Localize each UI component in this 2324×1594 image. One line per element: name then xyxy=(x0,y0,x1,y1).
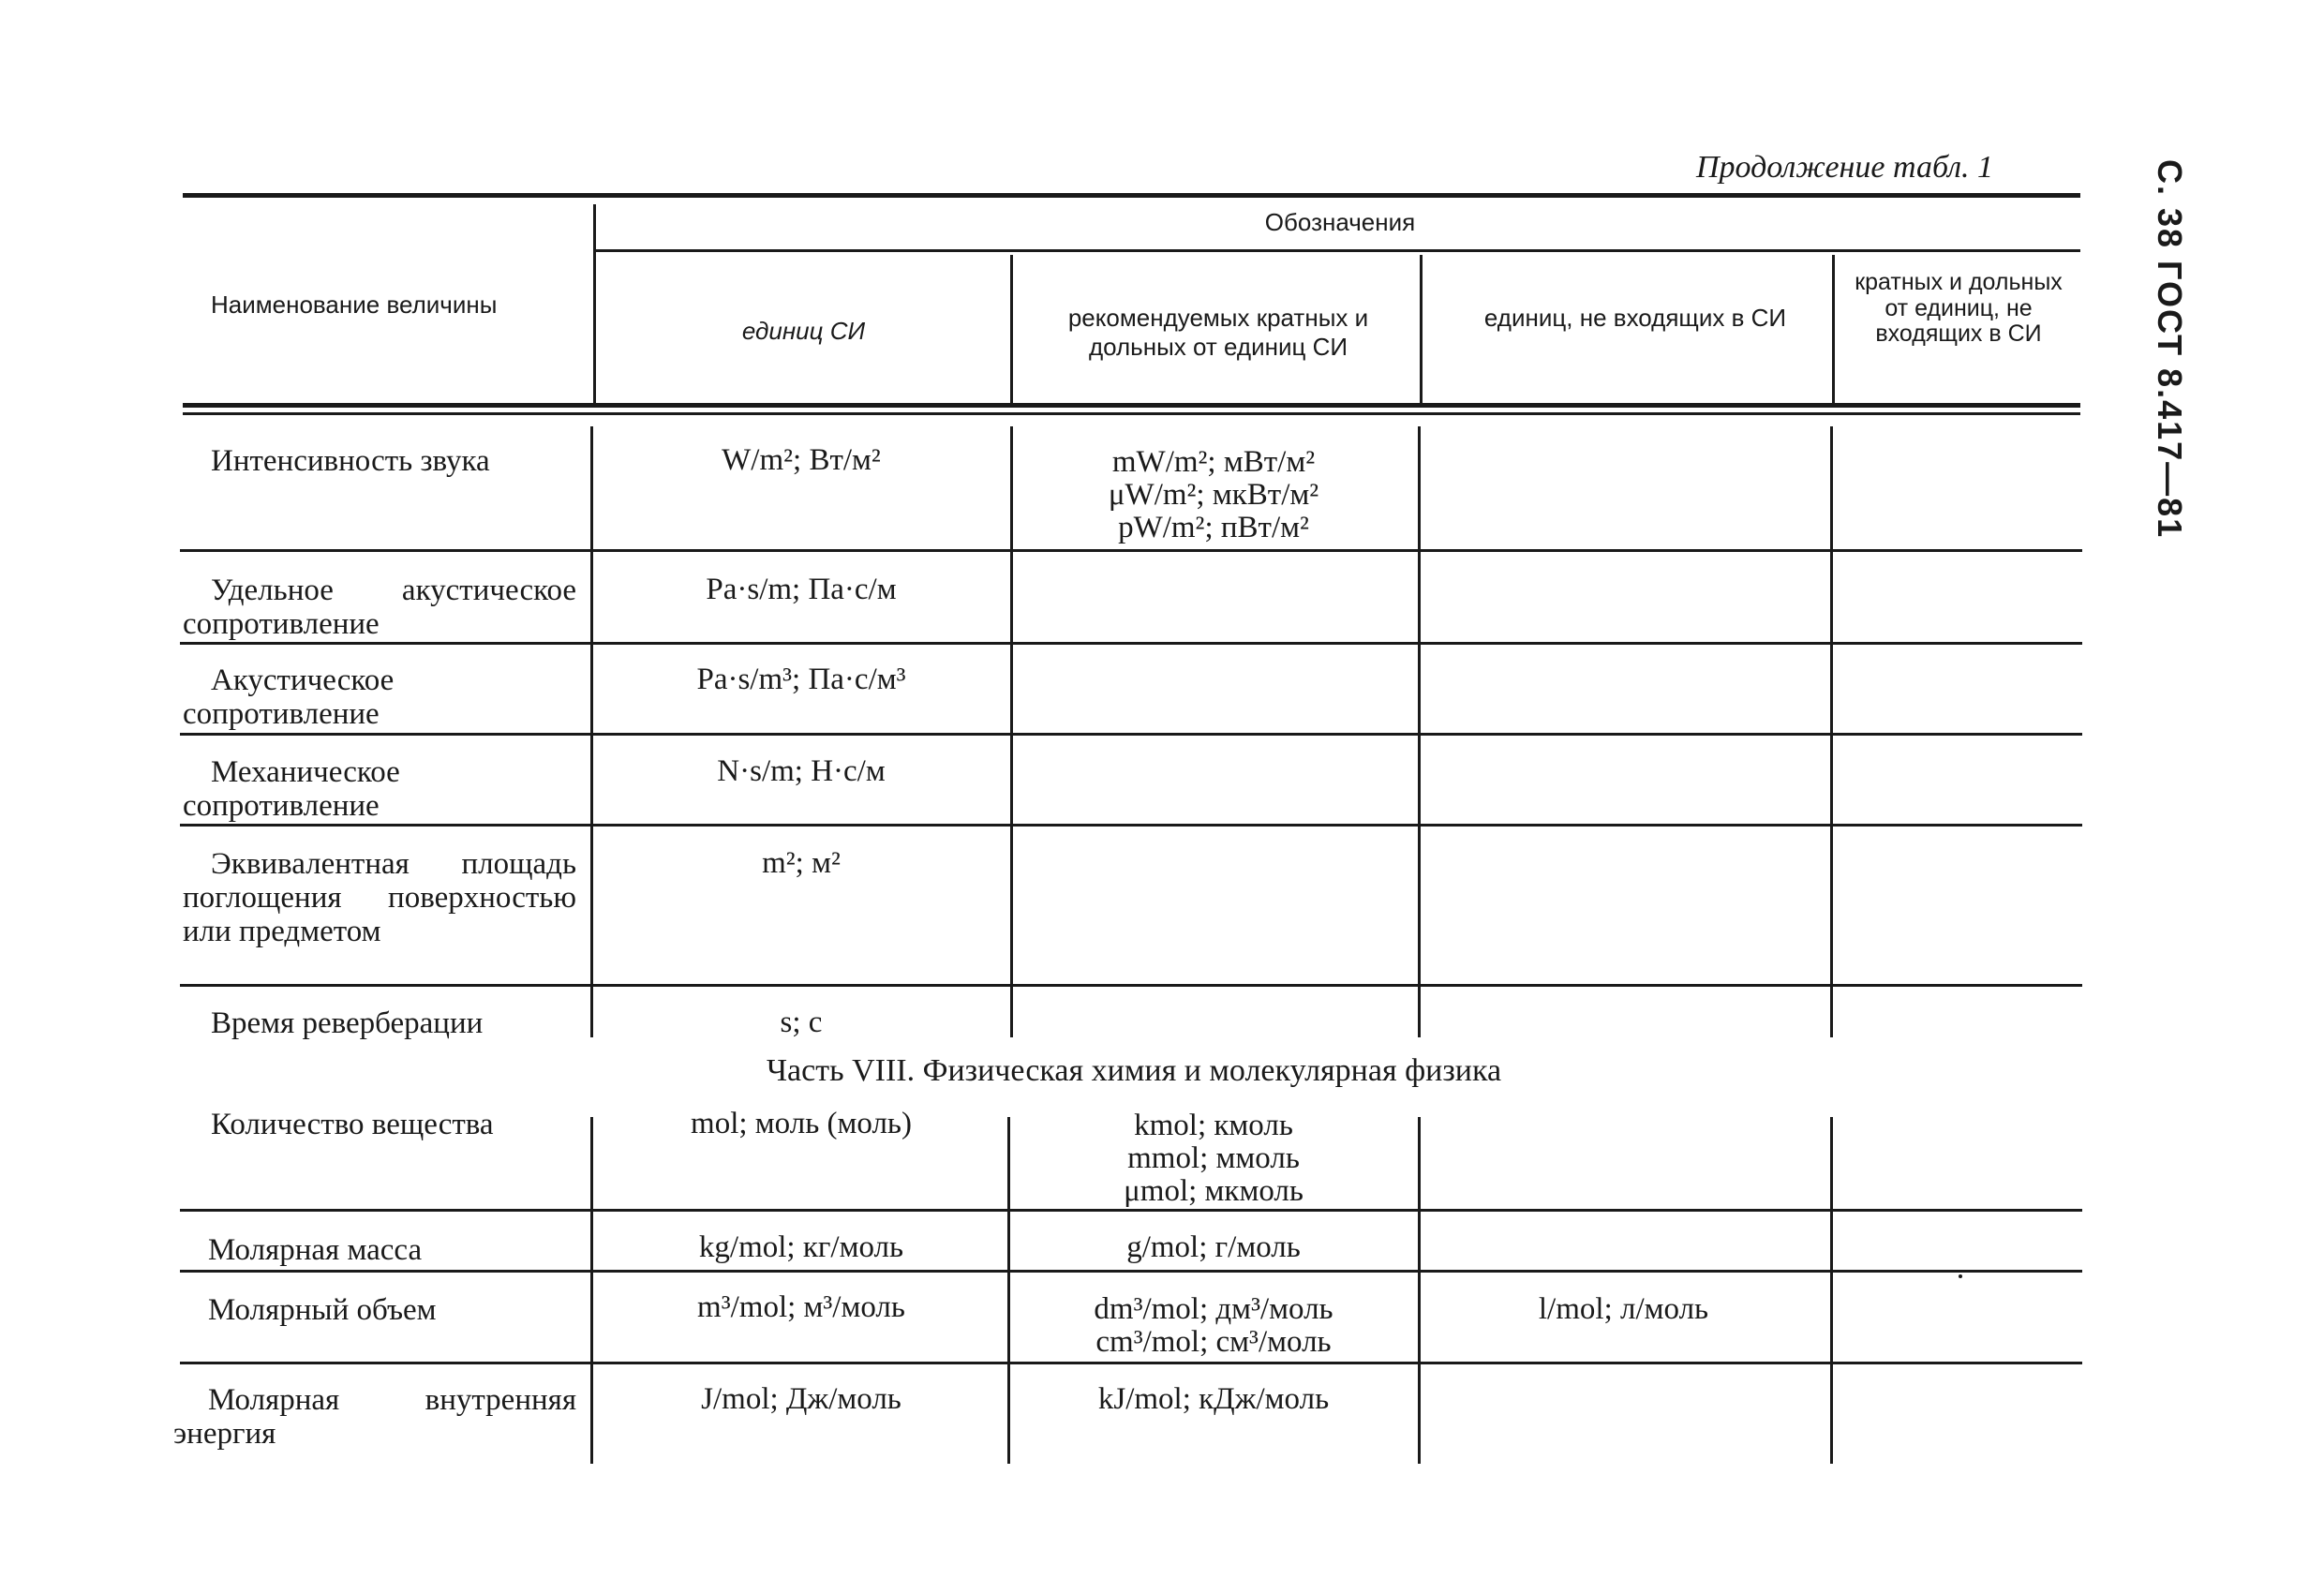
si-unit-cell: J/mol; Дж/моль xyxy=(701,1382,901,1416)
body-divider-1 xyxy=(590,426,593,1037)
si-unit-cell: m²; м² xyxy=(762,846,841,880)
body-divider-2 xyxy=(1007,1117,1010,1464)
body-divider-1 xyxy=(590,1117,593,1464)
multiple-unit-line: μmol; мкмоль xyxy=(1124,1174,1304,1208)
non-si-unit-cell: l/mol; л/моль xyxy=(1538,1292,1709,1326)
header-si-units: единиц СИ xyxy=(741,317,866,345)
quantity-name: Акустическое сопротивление xyxy=(183,663,395,731)
si-unit-cell: N·s/m; Н·с/м xyxy=(717,754,886,788)
row-rule xyxy=(180,1270,2082,1273)
multiple-unit-line: g/mol; г/моль xyxy=(1126,1230,1301,1264)
header-recommended-multiples: рекомендуемых кратных и дольных от единиц СИ xyxy=(1067,304,1369,362)
row-rule xyxy=(180,984,2082,987)
quantity-name: Молярная внутренняя энергия xyxy=(173,1383,576,1451)
body-divider-4 xyxy=(1830,426,1833,1037)
row-rule xyxy=(180,549,2082,552)
si-unit-cell: mol; моль (моль) xyxy=(691,1107,912,1140)
quantity-name: Удельное акустическое сопротивление xyxy=(183,574,576,641)
row-rule xyxy=(180,642,2082,645)
multiple-unit-line: mW/m²; мВт/м² xyxy=(1111,445,1316,479)
quantity-name: Молярная масса xyxy=(208,1233,423,1267)
si-unit-cell: kg/mol; кг/моль xyxy=(698,1230,904,1264)
si-unit-cell: s; с xyxy=(780,1006,823,1039)
header-divider-2 xyxy=(1010,255,1013,403)
multiple-unit-line: cm³/mol; см³/моль xyxy=(1095,1325,1332,1359)
multiple-unit-line: dm³/mol; дм³/моль xyxy=(1094,1292,1333,1326)
header-divider-4 xyxy=(1832,255,1835,403)
row-rule xyxy=(180,1362,2082,1364)
header-divider-3 xyxy=(1420,255,1423,403)
multiple-unit-line: pW/m²; пВт/м² xyxy=(1118,511,1309,544)
multiple-unit-line: μW/m²; мкВт/м² xyxy=(1108,478,1319,512)
multiple-unit-line: mmol; ммоль xyxy=(1127,1141,1300,1175)
body-divider-3 xyxy=(1418,426,1421,1037)
quantity-name: Количество вещества xyxy=(211,1108,494,1141)
continuation-label: Продолжение табл. 1 xyxy=(1696,150,1994,185)
header-non-si-units: единиц, не входящих в СИ xyxy=(1483,304,1787,332)
row-rule xyxy=(180,1209,2082,1212)
table-top-rule xyxy=(183,193,2080,198)
header-bottom-rule-2 xyxy=(183,412,2080,415)
section-title: Часть VIII. Физическая химия и молекулярная физика xyxy=(766,1053,1502,1088)
page-reference: С. 38 ГОСТ 8.417—81 xyxy=(2151,159,2189,540)
si-unit-cell: Pa·s/m; Па·с/м xyxy=(706,573,897,606)
speck xyxy=(1959,1274,1962,1278)
header-divider-1 xyxy=(593,204,596,403)
quantity-name: Эквивалентная площадь поглощения поверхностью или предметом xyxy=(183,847,576,948)
header-bottom-rule xyxy=(183,403,2080,408)
quantity-name: Механическое сопротивление xyxy=(183,755,400,823)
header-designations: Обозначения xyxy=(1264,208,1416,236)
body-divider-2 xyxy=(1010,426,1013,1037)
si-unit-cell: m³/mol; м³/моль xyxy=(697,1290,905,1324)
row-rule xyxy=(180,824,2082,827)
multiple-unit-line: kJ/mol; кДж/моль xyxy=(1097,1382,1330,1416)
si-unit-cell: Pa·s/m³; Па·с/м³ xyxy=(696,663,906,696)
header-non-si-multiples: кратных и дольных от единиц, не входящих в СИ xyxy=(1855,269,2063,347)
si-unit-cell: W/m²; Вт/м² xyxy=(722,443,881,477)
group-header-rule xyxy=(595,249,2080,252)
row-rule xyxy=(180,733,2082,736)
body-divider-4 xyxy=(1830,1117,1833,1464)
quantity-name: Интенсивность звука xyxy=(211,444,490,478)
header-quantity-name: Наименование величины xyxy=(211,290,498,319)
quantity-name: Время реверберации xyxy=(211,1006,484,1040)
multiple-unit-line: kmol; кмоль xyxy=(1134,1109,1293,1142)
quantity-name: Молярный объем xyxy=(208,1293,437,1327)
body-divider-3 xyxy=(1418,1117,1421,1464)
